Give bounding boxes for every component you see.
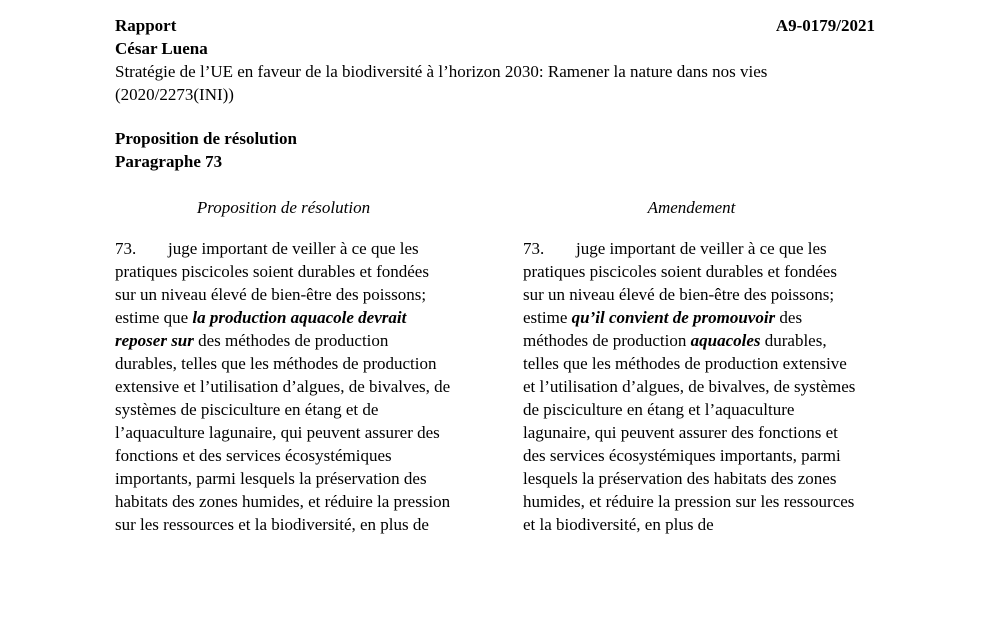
rapporteur-name: César Luena <box>115 39 208 58</box>
original-paragraph-text: juge important de veiller à ce que les pratiques piscicoles soient durables et fondées sur un niveau élevé de bien-être des poissons; estime que la production aquacole devrait reposer sur des méthodes de production durables, telles que les méthodes de production extensive et l’utilisation d’algues, de bivalves, de systèmes de pisciculture en étang et de l’aquaculture lagunaire, qui peuvent assurer des fonctions et des services écosystémiques importants, parmi lesquels la préservation des habitats des zones humides, et réduire la pression sur les ressources et la biodiversité, en plus de <box>115 239 451 534</box>
amendment-paragraph-number: 73. <box>523 239 545 258</box>
original-paragraph <box>115 237 452 536</box>
procedure-reference: (2020/2273(INI)) <box>115 85 234 104</box>
report-label: Rapport <box>115 16 177 35</box>
amendment-column <box>523 196 860 536</box>
header-top-row <box>115 14 875 37</box>
section-title: Proposition de résolution <box>115 129 297 148</box>
document-number: A9-0179/2021 <box>775 16 875 35</box>
amendment-paragraph-text: juge important de veiller à ce que les pratiques piscicoles soient durables et fondées sur un niveau élevé de bien-être des poissons; estime qu’il convient de promouvoir des méthodes de production aquacoles durables, telles que les méthodes de production extensive et l’utilisation d’algues, de bivalves, de systèmes de pisciculture en étang et l’aquaculture lagunaire, qui peuvent assurer des fonctions et des services écosystémiques importants, parmi lesquels la préservation des habitats des zones humides, et réduire la pression sur les ressources et la biodiversité, en plus de <box>523 239 856 534</box>
amendment-paragraph <box>523 237 860 536</box>
report-title: Stratégie de l’UE en faveur de la biodiversité à l’horizon 2030: Ramener la nature dans nos vies <box>115 62 768 81</box>
amendment-section-heading <box>115 127 990 173</box>
amendment-column-header: Amendement <box>647 198 736 217</box>
original-paragraph-number: 73. <box>115 239 137 258</box>
amendment-comparison-table <box>115 196 990 536</box>
original-column-header: Proposition de résolution <box>196 198 371 217</box>
document-header <box>115 14 875 106</box>
original-column <box>115 196 452 536</box>
section-subtitle: Paragraphe 73 <box>115 152 223 171</box>
